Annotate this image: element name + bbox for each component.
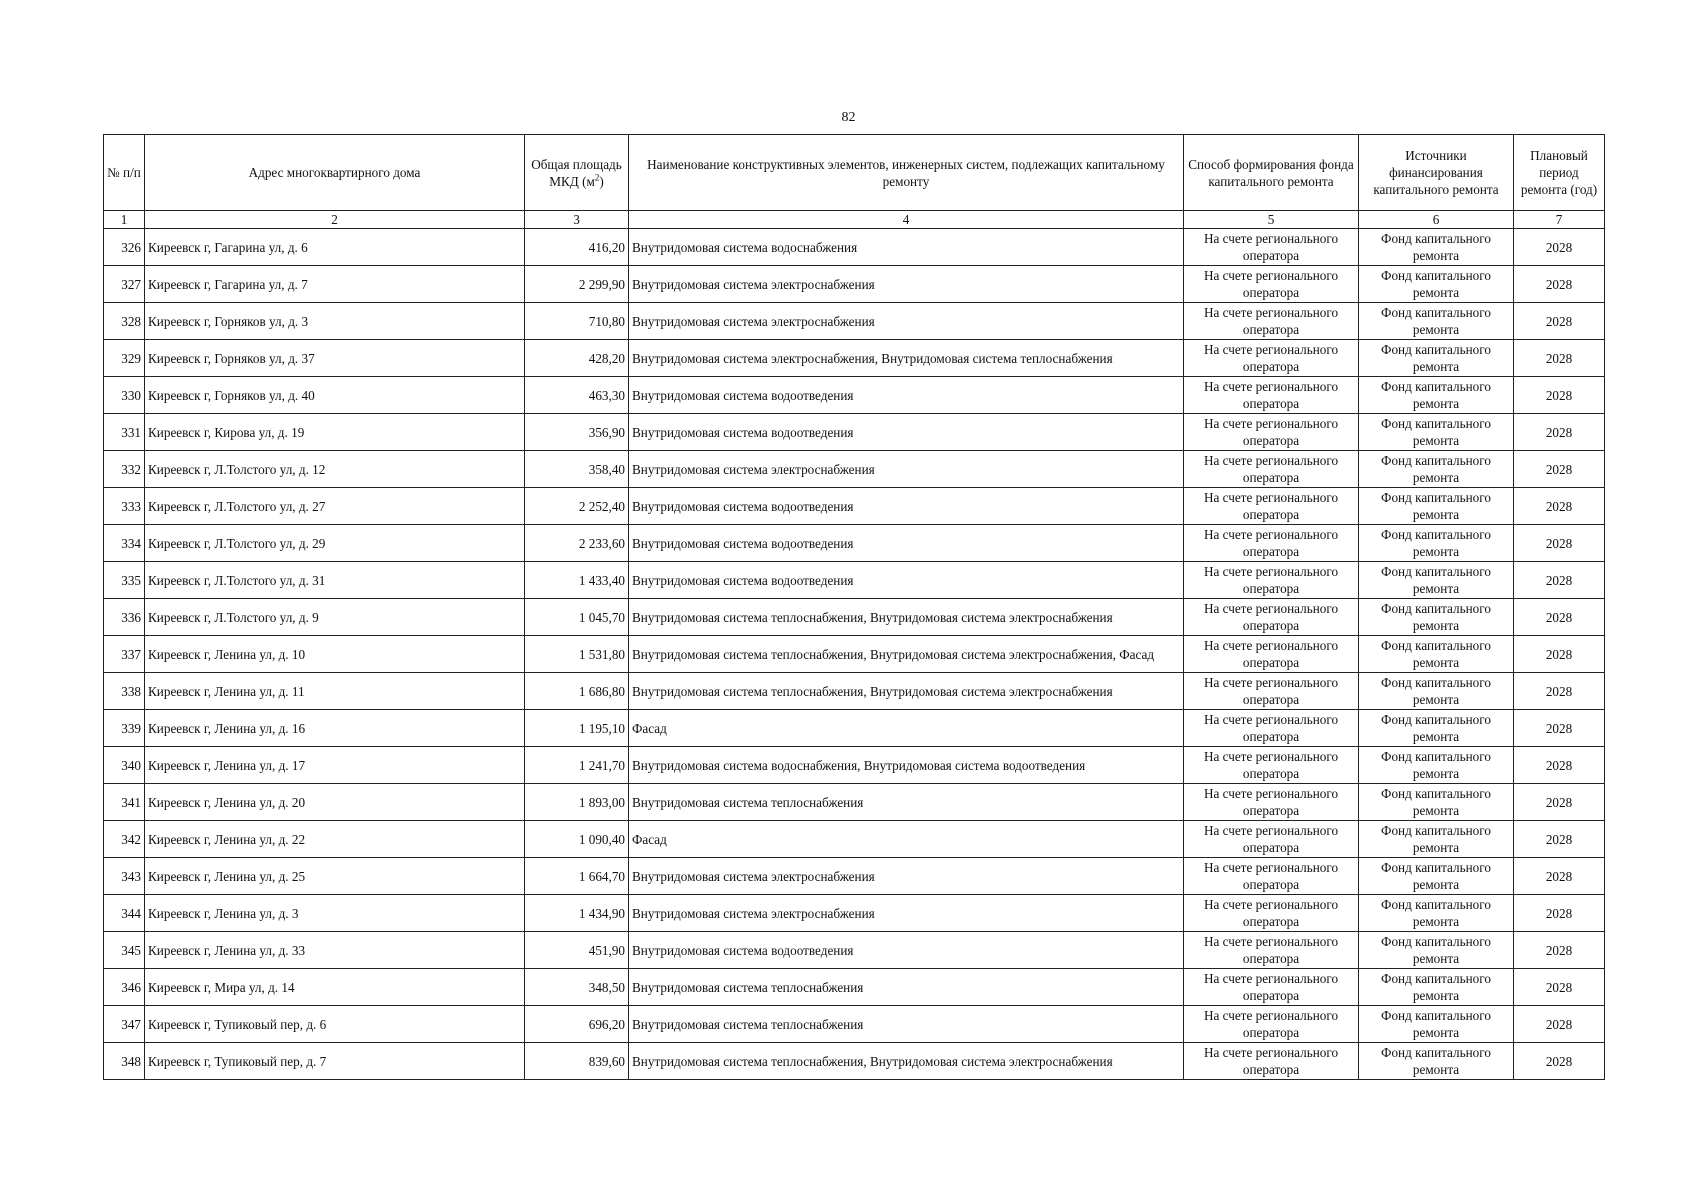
- cell-area: 1 433,40: [525, 562, 629, 599]
- cell-area: 1 090,40: [525, 821, 629, 858]
- cell-elements: Внутридомовая система теплоснабжения, Внутридомовая система электроснабжения: [629, 1043, 1184, 1080]
- cell-year: 2028: [1514, 266, 1605, 303]
- cell-number: 341: [104, 784, 145, 821]
- cell-number: 339: [104, 710, 145, 747]
- cell-address: Киреевск г, Ленина ул, д. 3: [145, 895, 525, 932]
- cell-number: 329: [104, 340, 145, 377]
- cell-fund: На счете регионального оператора: [1184, 673, 1359, 710]
- cell-fund: На счете регионального оператора: [1184, 932, 1359, 969]
- cell-number: 334: [104, 525, 145, 562]
- cell-address: Киреевск г, Л.Толстого ул, д. 12: [145, 451, 525, 488]
- cell-fund: На счете регионального оператора: [1184, 229, 1359, 266]
- cell-elements: Внутридомовая система водоснабжения: [629, 229, 1184, 266]
- cell-fund: На счете регионального оператора: [1184, 414, 1359, 451]
- cell-address: Киреевск г, Ленина ул, д. 20: [145, 784, 525, 821]
- table-row: [104, 340, 1605, 377]
- cell-area: 1 241,70: [525, 747, 629, 784]
- cell-elements: Внутридомовая система водоотведения: [629, 414, 1184, 451]
- cell-fund: На счете регионального оператора: [1184, 340, 1359, 377]
- cell-number: 333: [104, 488, 145, 525]
- cell-number: 327: [104, 266, 145, 303]
- cell-elements: Фасад: [629, 821, 1184, 858]
- cell-area: 1 195,10: [525, 710, 629, 747]
- cell-address: Киреевск г, Л.Толстого ул, д. 31: [145, 562, 525, 599]
- cell-fund: На счете регионального оператора: [1184, 525, 1359, 562]
- cell-number: 330: [104, 377, 145, 414]
- cell-source: Фонд капитального ремонта: [1359, 673, 1514, 710]
- cell-address: Киреевск г, Горняков ул, д. 37: [145, 340, 525, 377]
- cell-fund: На счете регионального оператора: [1184, 710, 1359, 747]
- page-number: 82: [841, 110, 856, 125]
- cell-source: Фонд капитального ремонта: [1359, 562, 1514, 599]
- column-number: 7: [1514, 211, 1605, 229]
- table-row: [104, 895, 1605, 932]
- cell-elements: Внутридомовая система теплоснабжения: [629, 1006, 1184, 1043]
- cell-fund: На счете регионального оператора: [1184, 784, 1359, 821]
- cell-year: 2028: [1514, 488, 1605, 525]
- cell-area: 2 233,60: [525, 525, 629, 562]
- cell-elements: Внутридомовая система теплоснабжения: [629, 969, 1184, 1006]
- cell-year: 2028: [1514, 1006, 1605, 1043]
- column-number: 5: [1184, 211, 1359, 229]
- table-row: [104, 932, 1605, 969]
- cell-source: Фонд капитального ремонта: [1359, 599, 1514, 636]
- table-row: [104, 747, 1605, 784]
- cell-address: Киреевск г, Ленина ул, д. 10: [145, 636, 525, 673]
- cell-elements: Внутридомовая система водоснабжения, Внутридомовая система водоотведения: [629, 747, 1184, 784]
- cell-area: 416,20: [525, 229, 629, 266]
- table-row: [104, 1043, 1605, 1080]
- cell-number: 347: [104, 1006, 145, 1043]
- cell-area: 1 664,70: [525, 858, 629, 895]
- cell-address: Киреевск г, Ленина ул, д. 17: [145, 747, 525, 784]
- cell-elements: Внутридомовая система водоотведения: [629, 562, 1184, 599]
- cell-area: 2 299,90: [525, 266, 629, 303]
- column-number: 1: [104, 211, 145, 229]
- cell-number: 346: [104, 969, 145, 1006]
- cell-number: 331: [104, 414, 145, 451]
- cell-address: Киреевск г, Кирова ул, д. 19: [145, 414, 525, 451]
- cell-source: Фонд капитального ремонта: [1359, 303, 1514, 340]
- cell-number: 344: [104, 895, 145, 932]
- table-row: [104, 451, 1605, 488]
- header-address: Адрес многоквартирного дома: [145, 135, 525, 211]
- cell-area: 839,60: [525, 1043, 629, 1080]
- cell-area: 348,50: [525, 969, 629, 1006]
- cell-fund: На счете регионального оператора: [1184, 969, 1359, 1006]
- cell-year: 2028: [1514, 969, 1605, 1006]
- cell-year: 2028: [1514, 525, 1605, 562]
- cell-source: Фонд капитального ремонта: [1359, 266, 1514, 303]
- cell-source: Фонд капитального ремонта: [1359, 414, 1514, 451]
- cell-address: Киреевск г, Л.Толстого ул, д. 29: [145, 525, 525, 562]
- cell-elements: Внутридомовая система водоотведения: [629, 377, 1184, 414]
- cell-fund: На счете регионального оператора: [1184, 303, 1359, 340]
- cell-source: Фонд капитального ремонта: [1359, 969, 1514, 1006]
- cell-fund: На счете регионального оператора: [1184, 636, 1359, 673]
- cell-address: Киреевск г, Ленина ул, д. 16: [145, 710, 525, 747]
- cell-year: 2028: [1514, 562, 1605, 599]
- cell-number: 335: [104, 562, 145, 599]
- cell-year: 2028: [1514, 710, 1605, 747]
- cell-address: Киреевск г, Ленина ул, д. 25: [145, 858, 525, 895]
- table-row: [104, 562, 1605, 599]
- cell-source: Фонд капитального ремонта: [1359, 340, 1514, 377]
- cell-elements: Внутридомовая система водоотведения: [629, 525, 1184, 562]
- cell-number: 328: [104, 303, 145, 340]
- cell-elements: Внутридомовая система электроснабжения: [629, 303, 1184, 340]
- table-header-row: [104, 135, 1605, 211]
- cell-fund: На счете регионального оператора: [1184, 1006, 1359, 1043]
- cell-elements: Внутридомовая система водоотведения: [629, 932, 1184, 969]
- cell-fund: На счете регионального оператора: [1184, 451, 1359, 488]
- table-row: [104, 784, 1605, 821]
- table-row: [104, 1006, 1605, 1043]
- cell-address: Киреевск г, Гагарина ул, д. 6: [145, 229, 525, 266]
- cell-year: 2028: [1514, 414, 1605, 451]
- header-elements: Наименование конструктивных элементов, инженерных систем, подлежащих капитальному ремонту: [629, 135, 1184, 211]
- column-number: 6: [1359, 211, 1514, 229]
- cell-area: 1 531,80: [525, 636, 629, 673]
- table-row: [104, 710, 1605, 747]
- cell-source: Фонд капитального ремонта: [1359, 1006, 1514, 1043]
- cell-fund: На счете регионального оператора: [1184, 895, 1359, 932]
- header-fund: Способ формирования фонда капитального ремонта: [1184, 135, 1359, 211]
- cell-elements: Фасад: [629, 710, 1184, 747]
- cell-source: Фонд капитального ремонта: [1359, 377, 1514, 414]
- cell-number: 336: [104, 599, 145, 636]
- cell-address: Киреевск г, Горняков ул, д. 3: [145, 303, 525, 340]
- cell-number: 343: [104, 858, 145, 895]
- cell-area: 710,80: [525, 303, 629, 340]
- cell-elements: Внутридомовая система электроснабжения, Внутридомовая система теплоснабжения: [629, 340, 1184, 377]
- cell-number: 326: [104, 229, 145, 266]
- cell-source: Фонд капитального ремонта: [1359, 525, 1514, 562]
- cell-year: 2028: [1514, 229, 1605, 266]
- cell-elements: Внутридомовая система электроснабжения: [629, 858, 1184, 895]
- cell-fund: На счете регионального оператора: [1184, 488, 1359, 525]
- cell-address: Киреевск г, Ленина ул, д. 11: [145, 673, 525, 710]
- cell-area: 356,90: [525, 414, 629, 451]
- cell-address: Киреевск г, Гагарина ул, д. 7: [145, 266, 525, 303]
- cell-area: 463,30: [525, 377, 629, 414]
- cell-area: 1 686,80: [525, 673, 629, 710]
- cell-source: Фонд капитального ремонта: [1359, 488, 1514, 525]
- cell-source: Фонд капитального ремонта: [1359, 821, 1514, 858]
- cell-fund: На счете регионального оператора: [1184, 377, 1359, 414]
- header-area: [525, 135, 629, 211]
- cell-fund: На счете регионального оператора: [1184, 266, 1359, 303]
- cell-address: Киреевск г, Горняков ул, д. 40: [145, 377, 525, 414]
- cell-area: 1 434,90: [525, 895, 629, 932]
- cell-source: Фонд капитального ремонта: [1359, 895, 1514, 932]
- cell-address: Киреевск г, Мира ул, д. 14: [145, 969, 525, 1006]
- cell-area: 1 893,00: [525, 784, 629, 821]
- cell-year: 2028: [1514, 303, 1605, 340]
- cell-address: Киреевск г, Л.Толстого ул, д. 9: [145, 599, 525, 636]
- cell-fund: На счете регионального оператора: [1184, 1043, 1359, 1080]
- cell-fund: На счете регионального оператора: [1184, 599, 1359, 636]
- cell-elements: Внутридомовая система теплоснабжения, Внутридомовая система электроснабжения: [629, 599, 1184, 636]
- cell-source: Фонд капитального ремонта: [1359, 229, 1514, 266]
- cell-elements: Внутридомовая система теплоснабжения: [629, 784, 1184, 821]
- table-row: [104, 636, 1605, 673]
- table-body: [104, 229, 1605, 1080]
- table-row: [104, 303, 1605, 340]
- cell-address: Киреевск г, Тупиковый пер, д. 6: [145, 1006, 525, 1043]
- table-row: [104, 266, 1605, 303]
- cell-source: Фонд капитального ремонта: [1359, 1043, 1514, 1080]
- table-row: [104, 377, 1605, 414]
- cell-address: Киреевск г, Ленина ул, д. 22: [145, 821, 525, 858]
- cell-fund: На счете регионального оператора: [1184, 747, 1359, 784]
- header-area-sup: 2: [594, 172, 600, 183]
- header-period: Плановый период ремонта (год): [1514, 135, 1605, 211]
- cell-source: Фонд капитального ремонта: [1359, 451, 1514, 488]
- table-row: [104, 969, 1605, 1006]
- cell-year: 2028: [1514, 636, 1605, 673]
- cell-area: 696,20: [525, 1006, 629, 1043]
- cell-year: 2028: [1514, 377, 1605, 414]
- cell-area: 358,40: [525, 451, 629, 488]
- cell-address: Киреевск г, Тупиковый пер, д. 7: [145, 1043, 525, 1080]
- cell-number: 342: [104, 821, 145, 858]
- cell-elements: Внутридомовая система водоотведения: [629, 488, 1184, 525]
- cell-elements: Внутридомовая система электроснабжения: [629, 451, 1184, 488]
- cell-year: 2028: [1514, 599, 1605, 636]
- table-row: [104, 229, 1605, 266]
- repair-program-table: [103, 134, 1605, 1080]
- header-area-close: ): [599, 173, 604, 189]
- cell-address: Киреевск г, Л.Толстого ул, д. 27: [145, 488, 525, 525]
- cell-source: Фонд капитального ремонта: [1359, 747, 1514, 784]
- table-row: [104, 858, 1605, 895]
- cell-source: Фонд капитального ремонта: [1359, 784, 1514, 821]
- cell-area: 2 252,40: [525, 488, 629, 525]
- cell-number: 340: [104, 747, 145, 784]
- cell-year: 2028: [1514, 451, 1605, 488]
- cell-elements: Внутридомовая система теплоснабжения, Внутридомовая система электроснабжения: [629, 673, 1184, 710]
- cell-address: Киреевск г, Ленина ул, д. 33: [145, 932, 525, 969]
- cell-source: Фонд капитального ремонта: [1359, 710, 1514, 747]
- column-number: 3: [525, 211, 629, 229]
- cell-source: Фонд капитального ремонта: [1359, 858, 1514, 895]
- column-number-row: [104, 211, 1605, 229]
- cell-number: 345: [104, 932, 145, 969]
- cell-number: 338: [104, 673, 145, 710]
- cell-number: 337: [104, 636, 145, 673]
- cell-year: 2028: [1514, 340, 1605, 377]
- cell-fund: На счете регионального оператора: [1184, 562, 1359, 599]
- table-row: [104, 525, 1605, 562]
- cell-year: 2028: [1514, 673, 1605, 710]
- cell-year: 2028: [1514, 1043, 1605, 1080]
- cell-fund: На счете регионального оператора: [1184, 858, 1359, 895]
- cell-elements: Внутридомовая система теплоснабжения, Внутридомовая система электроснабжения, Фасад: [629, 636, 1184, 673]
- cell-year: 2028: [1514, 747, 1605, 784]
- cell-area: 1 045,70: [525, 599, 629, 636]
- header-num: № п/п: [104, 135, 145, 211]
- cell-source: Фонд капитального ремонта: [1359, 636, 1514, 673]
- cell-number: 348: [104, 1043, 145, 1080]
- cell-elements: Внутридомовая система электроснабжения: [629, 266, 1184, 303]
- cell-area: 451,90: [525, 932, 629, 969]
- header-area-text: Общая площадь МКД (м: [531, 156, 622, 189]
- column-number: 2: [145, 211, 525, 229]
- cell-year: 2028: [1514, 784, 1605, 821]
- header-source: Источники финансирования капитального ремонта: [1359, 135, 1514, 211]
- column-number: 4: [629, 211, 1184, 229]
- cell-year: 2028: [1514, 858, 1605, 895]
- cell-year: 2028: [1514, 895, 1605, 932]
- table-row: [104, 488, 1605, 525]
- cell-number: 332: [104, 451, 145, 488]
- table-row: [104, 414, 1605, 451]
- cell-area: 428,20: [525, 340, 629, 377]
- cell-source: Фонд капитального ремонта: [1359, 932, 1514, 969]
- table-row: [104, 673, 1605, 710]
- cell-elements: Внутридомовая система электроснабжения: [629, 895, 1184, 932]
- table-row: [104, 599, 1605, 636]
- table-row: [104, 821, 1605, 858]
- cell-fund: На счете регионального оператора: [1184, 821, 1359, 858]
- cell-year: 2028: [1514, 821, 1605, 858]
- cell-year: 2028: [1514, 932, 1605, 969]
